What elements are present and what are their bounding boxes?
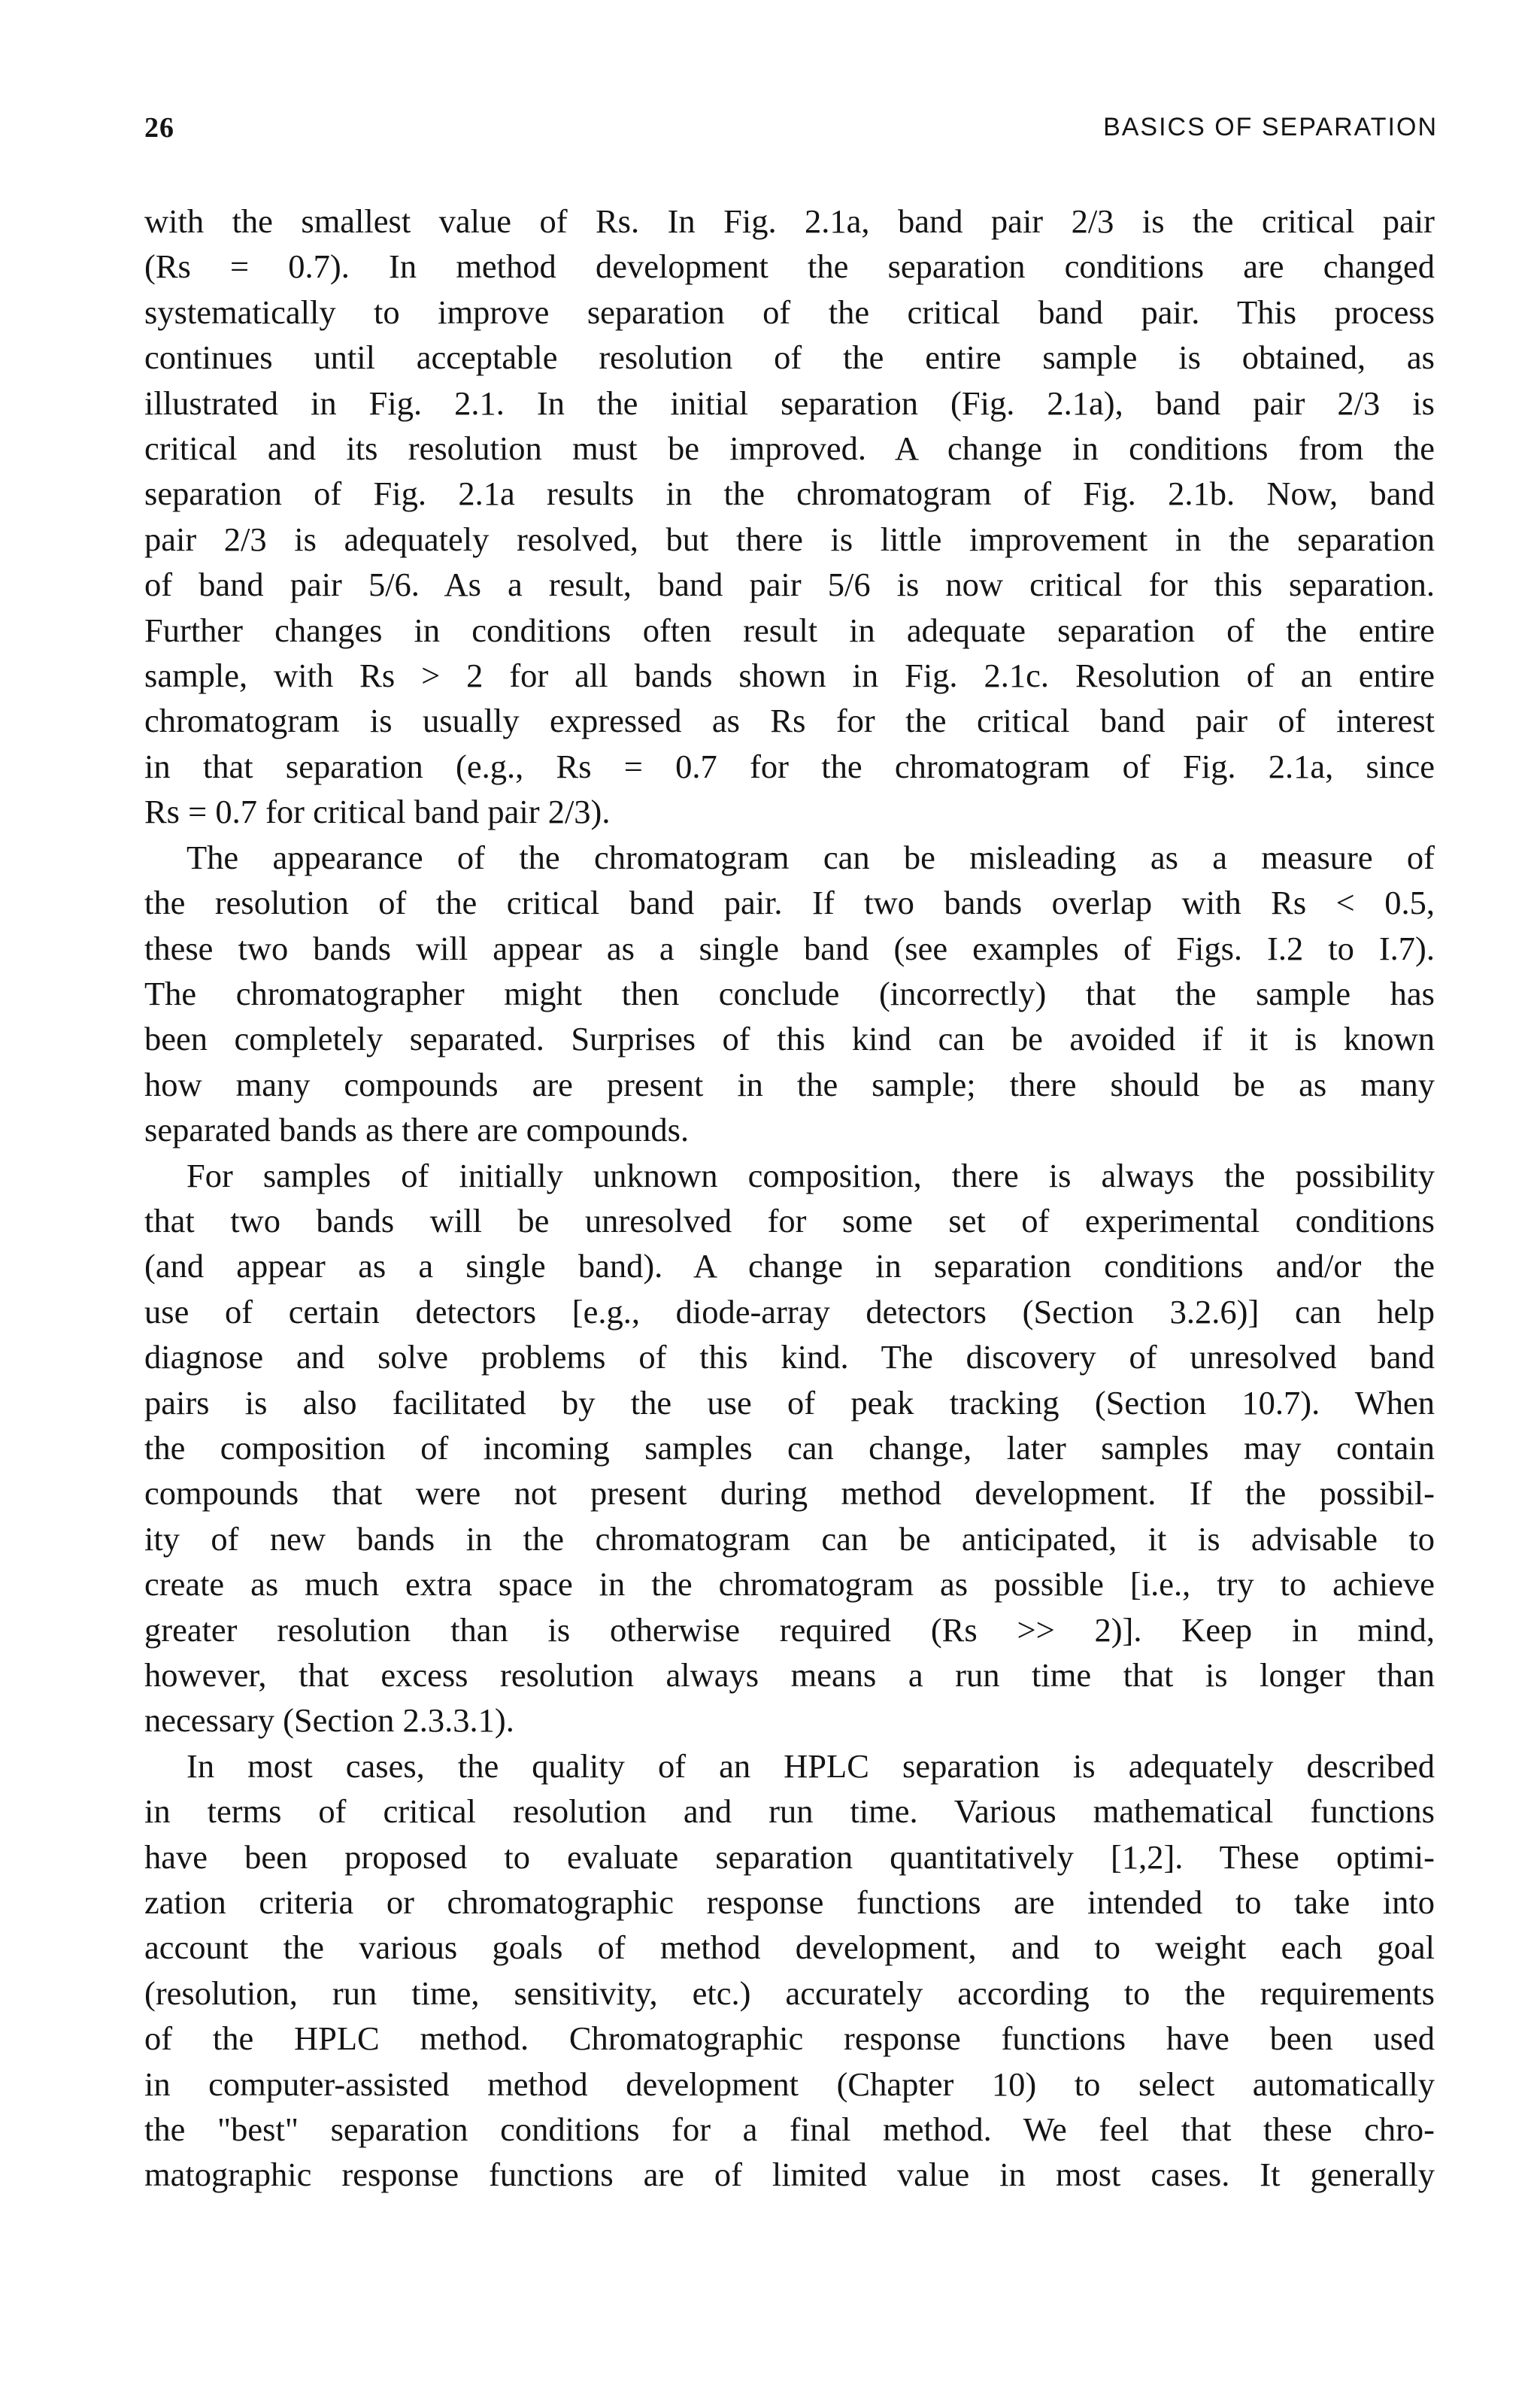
text-line: separated bands as there are compounds.: [144, 1111, 690, 1149]
text-line: zation criteria or chromatographic response functions are intended to take into: [144, 1883, 1435, 1922]
paragraph-1: [144, 199, 1435, 835]
text-line: compounds that were not present during method development. If the possibil-: [144, 1474, 1435, 1513]
text-line: Rs = 0.7 for critical band pair 2/3).: [144, 793, 611, 831]
text-line: (and appear as a single band). A change in separation conditions and/or the: [144, 1247, 1435, 1285]
text-line: create as much extra space in the chromatogram as possible [i.e., try to achieve: [144, 1565, 1435, 1604]
text-line: In most cases, the quality of an HPLC separation is adequately described: [186, 1746, 1435, 1785]
text-line: greater resolution than is otherwise required (Rs >> 2)]. Keep in mind,: [144, 1610, 1435, 1649]
text-line: diagnose and solve problems of this kind. The discovery of unresolved band: [144, 1338, 1435, 1376]
text-line: have been proposed to evaluate separation quantitatively [1,2]. These optimi-: [144, 1837, 1435, 1876]
running-head: BASICS OF SEPARATION: [1103, 113, 1438, 141]
text-line: that two bands will be unresolved for some set of experimental conditions: [144, 1201, 1435, 1239]
text-line: The chromatographer might then conclude (incorrectly) that the sample has: [144, 974, 1435, 1012]
text-line: in computer-assisted method development (Chapter 10) to select automatically: [144, 2065, 1435, 2103]
text-line: continues until acceptable resolution of the entire sample is obtained, as: [144, 338, 1435, 377]
text-line: with the smallest value of Rs. In Fig. 2.1a, band pair 2/3 is the critical pair: [144, 202, 1435, 240]
text-line: of band pair 5/6. As a result, band pair 5/6 is now critical for this separation.: [144, 566, 1435, 604]
text-line: of the HPLC method. Chromatographic response functions have been used: [144, 2019, 1435, 2058]
body-text: [144, 199, 1435, 2198]
text-line: matographic response functions are of limited value in most cases. It generally: [144, 2156, 1435, 2194]
text-line: been completely separated. Surprises of this kind can be avoided if it is known: [144, 1020, 1435, 1058]
text-line: systematically to improve separation of the critical band pair. This process: [144, 293, 1435, 331]
paragraph-4: [144, 1743, 1435, 2198]
text-line: how many compounds are present in the sample; there should be as many: [144, 1065, 1435, 1103]
text-line: in terms of critical resolution and run time. Various mathematical functions: [144, 1792, 1435, 1831]
text-line: pairs is also facilitated by the use of peak tracking (Section 10.7). When: [144, 1383, 1435, 1422]
text-line: (Rs = 0.7). In method development the separation conditions are changed: [144, 247, 1435, 286]
page-number: 26: [144, 112, 174, 144]
paragraph-3: [144, 1153, 1435, 1743]
text-line: sample, with Rs > 2 for all bands shown in Fig. 2.1c. Resolution of an entire: [144, 657, 1435, 695]
text-line: The appearance of the chromatogram can be misleading as a measure of: [186, 838, 1435, 876]
text-line: illustrated in Fig. 2.1. In the initial separation (Fig. 2.1a), band pair 2/3 is: [144, 384, 1435, 422]
text-line: the resolution of the critical band pair. If two bands overlap with Rs < 0.5,: [144, 884, 1435, 922]
text-line: ity of new bands in the chromatogram can be anticipated, it is advisable to: [144, 1519, 1435, 1558]
text-line: (resolution, run time, sensitivity, etc.) accurately according to the requirements: [144, 1974, 1435, 2012]
paragraph-2: [144, 835, 1435, 1153]
page-header: [144, 111, 1438, 149]
text-line: use of certain detectors [e.g., diode-array detectors (Section 3.2.6)] can help: [144, 1292, 1435, 1331]
text-line: however, that excess resolution always means a run time that is longer than: [144, 1656, 1435, 1694]
text-line: pair 2/3 is adequately resolved, but there is little improvement in the separation: [144, 520, 1435, 558]
text-line: in that separation (e.g., Rs = 0.7 for the chromatogram of Fig. 2.1a, since: [144, 747, 1435, 785]
text-line: the "best" separation conditions for a final method. We feel that these chro-: [144, 2110, 1435, 2149]
text-line: critical and its resolution must be improved. A change in conditions from the: [144, 429, 1435, 468]
text-line: account the various goals of method development, and to weight each goal: [144, 1928, 1435, 1967]
text-line: necessary (Section 2.3.3.1).: [144, 1701, 514, 1740]
text-line: the composition of incoming samples can change, later samples may contain: [144, 1428, 1435, 1467]
text-line: these two bands will appear as a single band (see examples of Figs. I.2 to I.7).: [144, 929, 1435, 967]
text-line: chromatogram is usually expressed as Rs for the critical band pair of interest: [144, 702, 1435, 740]
text-line: separation of Fig. 2.1a results in the chromatogram of Fig. 2.1b. Now, band: [144, 475, 1435, 513]
text-line: Further changes in conditions often result in adequate separation of the entire: [144, 611, 1435, 649]
text-line: For samples of initially unknown composition, there is always the possibility: [186, 1156, 1435, 1194]
